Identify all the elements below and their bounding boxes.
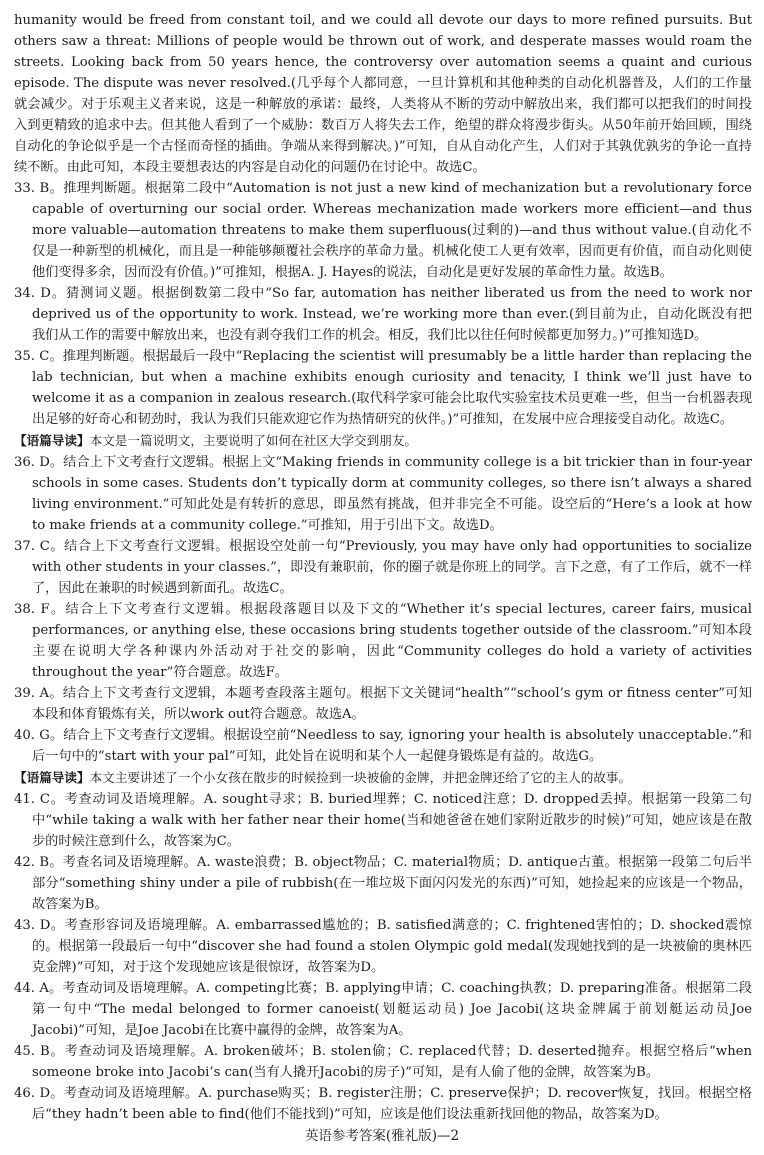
passage-guide-1 <box>14 430 752 452</box>
guide-lead: 【语篇导读】 <box>14 770 90 785</box>
guide-text: 本文主要讲述了一个小女孩在散步的时候捡到一块被偷的金牌，并把金牌还给了它的主人的故事。 <box>89 770 632 785</box>
answer-39: 39. A。结合上下文考查行文逻辑，本题考查段落主题句。根据下文关键词“health”“school’s gym or fitness center”可知本段和体育锻炼有关，所以work out符合题意。故选A。 <box>14 686 752 722</box>
answer-46: 46. D。考查动词及语境理解。A. purchase购买；B. register注册；C. preserve保护；D. recover恢复，找回。根据空格后“they hadn’t been able to find(他们不能找到)”可知，应该是他们设法重新找回他的物品，故答案为D。 <box>14 1086 752 1122</box>
answer-40: 40. G。结合上下文考查行文逻辑。根据设空前“Needless to say, ignoring your health is absolutely unacceptable.”和后一句中的“start with your pal”可知，此处旨在说明和某个人一起健身锻炼是有益的。故选G。 <box>14 728 752 764</box>
answer-45: 45. B。考查动词及语境理解。A. broken破坏；B. stolen偷；C. replaced代替；D. deserted抛弃。根据空格后“when someone broke into Jacobi’s can(当有人撬开Jacobi的房子)”可知，是有人偷了他的金牌，故答案为B。 <box>14 1044 752 1080</box>
guide-text: 本文是一篇说明文，主要说明了如何在社区大学交到朋友。 <box>89 433 417 448</box>
q32-continuation: humanity would be freed from constant toil, and we could all devote our days to more refined pursuits. But others saw a threat: Millions of people would be thrown out of work, and desperate masses would roam the streets. Looking back from 50 years hence, the controversy over automation seems a quaint and curious episode. The dispute was never resolved.(几乎每个人都同意，一旦计算机和其他种类的自动化机器普及，人们的工作量就会减少。对于乐观主义者来说，这是一种解放的承诺：最终，人类将从不断的劳动中解放出来，我们都可以把我们的时间投入到更精致的追求中去。但其他人看到了一个威胁：数百万人将失去工作，绝望的群众将漫步街头。从50年前开始回顾，围绕自动化的争论似乎是一个古怪而奇怪的插曲。争端从来得到解决。)”可知，自从自动化产生，人们对于其孰优孰劣的争论一直持续不断。由此可知，本段主要想表达的内容是自动化的问题仍在讨论中。故选C。 <box>14 13 752 175</box>
answer-33: 33. B。推理判断题。根据第二段中“Automation is not just a new kind of mechanization but a revolutionary force capable of overturning our social order. Whereas mechanization made workers more efficient—and thus more valuable—automation threatens to make them superfluous(过剩的)—and thus without value.(自动化不仅是一种新型的机械化，而且是一种能够颠覆社会秩序的革命力量。机械化使工人更有效率，因而更有价值，而自动化则使他们变得多余，因而没有价值。)”可推知，根据A. J. Hayes的说法，自动化是更好发展的革命性力量。故选B。 <box>14 181 752 280</box>
answer-35: 35. C。推理判断题。根据最后一段中“Replacing the scientist will presumably be a little harder than replacing the lab technician, but when a machine exhibits enough curiosity and tenacity, I think we’ll just have to welcome it as a companion in zealous research.(取代科学家可能会比取代实验室技术员更难一些，但当一台机器表现出足够的好奇心和韧劲时，我认为我们只能欢迎它作为热情研究的伙伴。)”可推知，在发展中应合理接受自动化。故选C。 <box>14 349 753 427</box>
page-footer: 英语参考答案(雅礼版)—2 <box>304 1128 460 1144</box>
answer-41: 41. C。考查动词及语境理解。A. sought寻求；B. buried埋葬；C. noticed注意；D. dropped丢掉。根据第一段第二句中“while taking a walk with her father near their home(当和她爸爸在她们家附近散步的时候)”可知，她应该是在散步的时候注意到什么，故答案为C。 <box>14 792 752 849</box>
answer-43: 43. D。考查形容词及语境理解。A. embarrassed尴尬的；B. satisfied满意的；C. frightened害怕的；D. shocked震惊的。根据第一段最后一句中“discover she had found a stolen Olympic gold medal(发现她找到的是一块被偷的奥林匹克金牌)”可知，对于这个发现她应该是很惊讶，故答案为D。 <box>14 918 752 975</box>
passage-guide-2 <box>14 767 752 789</box>
answer-34: 34. D。猜测词义题。根据倒数第二段中“So far, automation has neither liberated us from the need to work nor deprived us of the opportunity to work. Instead, we’re working more than ever.(到目前为止，自动化既没有把我们从工作的需要中解放出来，也没有剥夺我们工作的机会。相反，我们比以往任何时候都更加努力。)”可推知选D。 <box>14 286 752 343</box>
answer-42: 42. B。考查名词及语境理解。A. waste浪费；B. object物品；C. material物质；D. antique古董。根据第一段第二句后半部分“something shiny under a pile of rubbish(在一堆垃圾下面闪闪发光的东西)”可知，她捡起来的应该是一个物品，故答案为B。 <box>14 855 752 912</box>
answer-page <box>14 10 752 1125</box>
answer-44: 44. A。考查动词及语境理解。A. competing比赛；B. applying申请；C. coaching执教；D. preparing准备。根据第二段第一句中“The medal belonged to former canoeist(划艇运动员) Joe Jacobi(这块金牌属于前划艇运动员Joe Jacobi)”可知，是Joe Jacobi在比赛中赢得的金牌，故答案为A。 <box>14 981 752 1038</box>
answer-38: 38. F。结合上下文考查行文逻辑。根据段落题目以及下文的“Whether it’s special lectures, career fairs, musical performances, or anything else, these occasions bring students together outside of the classroom.”可知本段主要在说明大学各种课内外活动对于社交的影响，因此“Community colleges do hold a variety of activities throughout the year”符合题意。故选F。 <box>14 602 752 680</box>
answer-36: 36. D。结合上下文考查行文逻辑。根据上文“Making friends in community college is a bit trickier than in four-year schools in some cases. Students don’t typically dorm at community colleges, so there isn’t always a shared living environment.”可知此处是有转折的意思，即虽然有挑战，但并非完全不可能。设空后的“Here’s a look at how to make friends at a community college.”可推知，用于引出下文。故选D。 <box>14 455 752 533</box>
answer-37: 37. C。结合上下文考查行文逻辑。根据设空处前一句“Previously, you may have only had opportunities to socialize with other students in your classes.”，即没有兼职前，你的圈子就是你班上的同学。言下之意，有了工作后，就不一样了，因此在兼职的时候遇到新面孔。故选C。 <box>14 539 752 596</box>
guide-lead: 【语篇导读】 <box>14 433 90 448</box>
